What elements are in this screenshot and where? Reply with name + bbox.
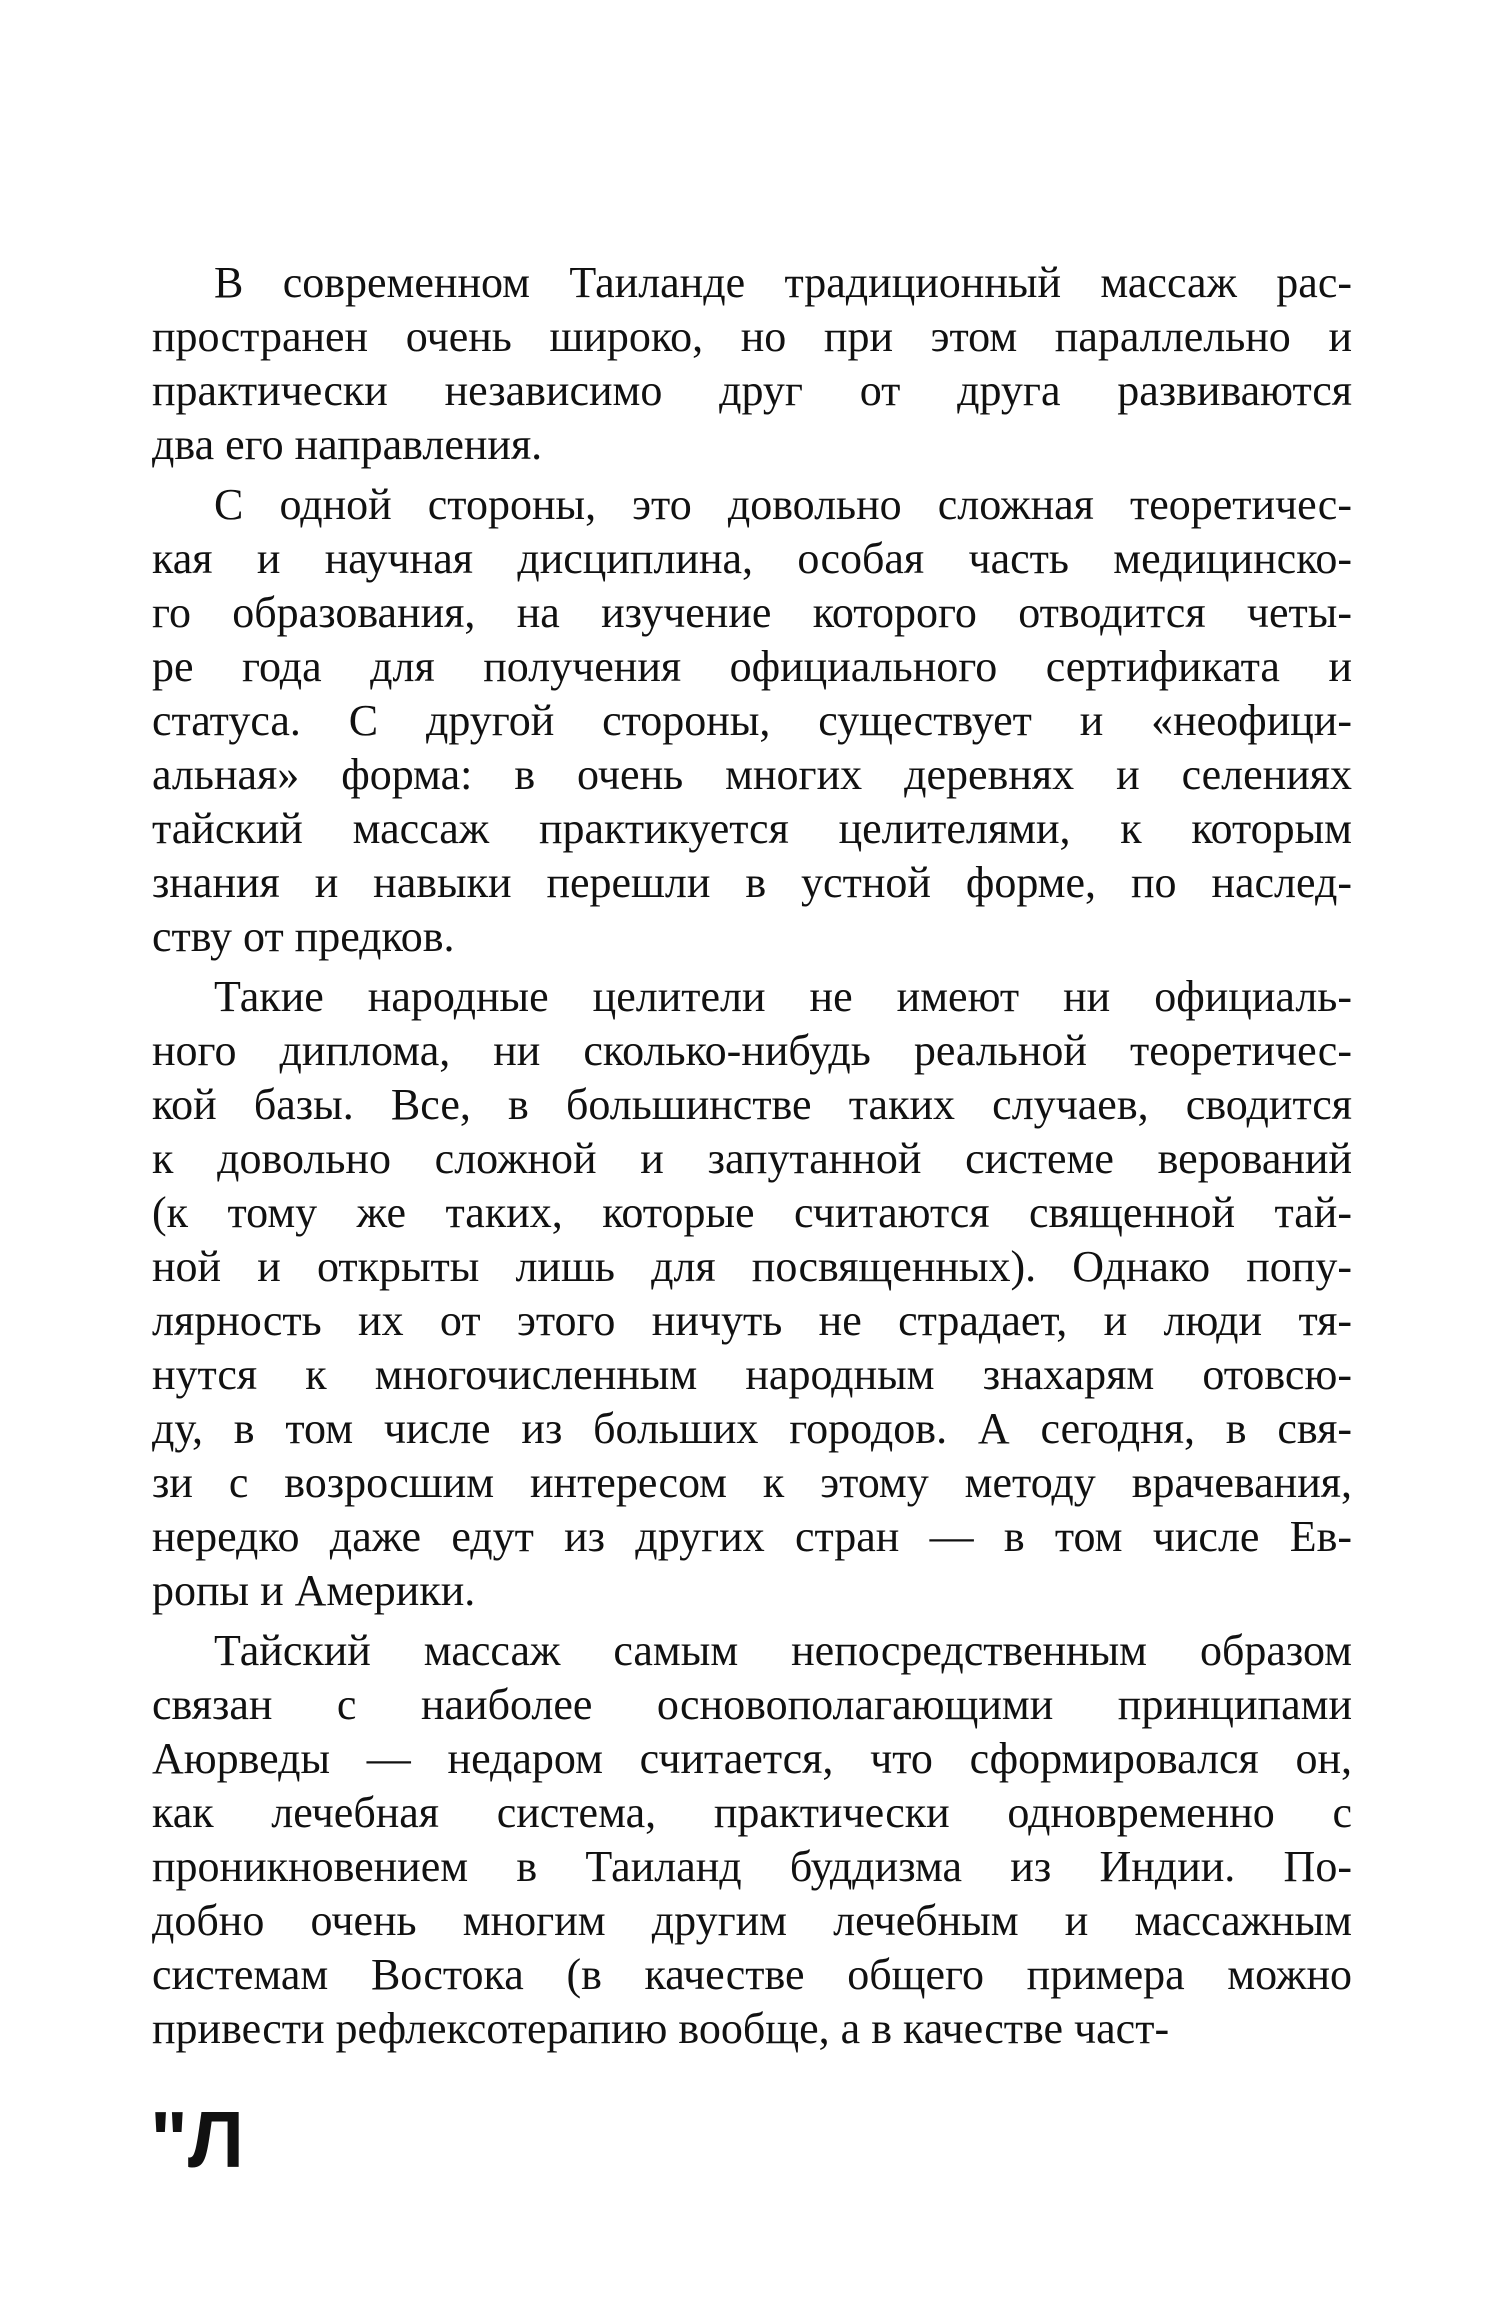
text-line: проникновением в Таиланд буддизма из Индии. По- (152, 1842, 1352, 1891)
text-line: тайский массаж практикуется целителями, к которым (152, 804, 1352, 853)
text-line: к довольно сложной и запутанной системе верований (152, 1134, 1352, 1183)
text-line: как лечебная система, практически одновременно с (152, 1788, 1352, 1837)
text-line: статуса. С другой стороны, существует и «неофици- (152, 696, 1352, 745)
text-line: два его направления. (152, 420, 543, 469)
text-line: связан с наиболее основополагающими принципами (152, 1680, 1352, 1729)
text-line: лярность их от этого ничуть не страдает, и люди тя- (152, 1296, 1352, 1345)
text-line: Аюрведы — недаром считается, что сформировался он, (152, 1734, 1352, 1783)
text-line: пространен очень широко, но при этом параллельно и (152, 312, 1352, 361)
text-line: Такие народные целители не имеют ни официаль- (214, 972, 1352, 1021)
text-line: кой базы. Все, в большинстве таких случаев, сводится (152, 1080, 1352, 1129)
text-line: практически независимо друг от друга развиваются (152, 366, 1352, 415)
text-line: Тайский массаж самым непосредственным образом (214, 1626, 1352, 1675)
text-line: ству от предков. (152, 912, 455, 961)
text-line: ду, в том числе из больших городов. А сегодня, в свя- (152, 1404, 1352, 1453)
text-line: ре года для получения официального сертификата и (152, 642, 1352, 691)
text-line: нередко даже едут из других стран — в том числе Ев- (152, 1512, 1352, 1561)
text-line: добно очень многим другим лечебным и массажным (152, 1896, 1352, 1945)
paragraph (152, 256, 1352, 472)
text-line: кая и научная дисциплина, особая часть медицинско- (152, 534, 1352, 583)
text-line: ного диплома, ни сколько-нибудь реальной теоретичес- (152, 1026, 1352, 1075)
text-line: системам Востока (в качестве общего примера можно (152, 1950, 1352, 1999)
paragraph (152, 1624, 1352, 2056)
text-line: привести рефлексотерапию вообще, а в качестве част- (152, 2004, 1170, 2053)
text-line: нутся к многочисленным народным знахарям отовсю- (152, 1350, 1352, 1399)
page-number: "Л (150, 2095, 245, 2184)
text-line: ной и открыты лишь для посвященных). Однако попу- (152, 1242, 1352, 1291)
text-line: (к тому же таких, которые считаются священной тай- (152, 1188, 1352, 1237)
body-text (152, 256, 1352, 2062)
text-line: В современном Таиланде традиционный массаж рас- (214, 258, 1352, 307)
text-line: ропы и Америки. (152, 1566, 476, 1615)
text-line: знания и навыки перешли в устной форме, по наслед- (152, 858, 1352, 907)
text-line: альная» форма: в очень многих деревнях и селениях (152, 750, 1352, 799)
text-line: зи с возросшим интересом к этому методу врачевания, (152, 1458, 1352, 1507)
text-line: го образования, на изучение которого отводится четы- (152, 588, 1352, 637)
paragraph (152, 970, 1352, 1618)
text-line: С одной стороны, это довольно сложная теоретичес- (214, 480, 1352, 529)
paragraph (152, 478, 1352, 964)
